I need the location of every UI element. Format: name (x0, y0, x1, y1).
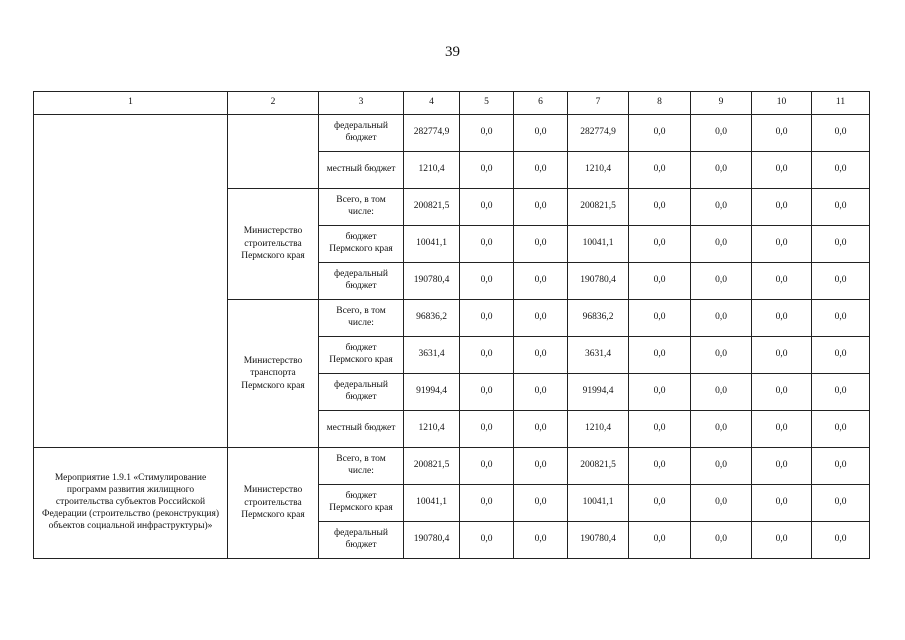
column-number: 11 (812, 92, 870, 115)
funding-source-cell: бюджет Пермского края (319, 485, 404, 522)
value-cell: 0,0 (752, 263, 812, 300)
measure-cell (34, 115, 228, 448)
value-cell: 0,0 (460, 522, 514, 559)
value-cell: 0,0 (460, 115, 514, 152)
value-cell: 0,0 (691, 115, 752, 152)
value-cell: 3631,4 (404, 337, 460, 374)
value-cell: 0,0 (514, 374, 568, 411)
value-cell: 10041,1 (404, 485, 460, 522)
value-cell: 0,0 (812, 300, 870, 337)
value-cell: 0,0 (514, 189, 568, 226)
value-cell: 0,0 (514, 411, 568, 448)
value-cell: 0,0 (514, 226, 568, 263)
value-cell: 91994,4 (404, 374, 460, 411)
value-cell: 0,0 (514, 263, 568, 300)
value-cell: 10041,1 (568, 226, 629, 263)
value-cell: 0,0 (691, 300, 752, 337)
value-cell: 0,0 (752, 189, 812, 226)
value-cell: 200821,5 (404, 189, 460, 226)
value-cell: 91994,4 (568, 374, 629, 411)
value-cell: 282774,9 (568, 115, 629, 152)
value-cell: 0,0 (629, 522, 691, 559)
value-cell: 0,0 (691, 374, 752, 411)
value-cell: 190780,4 (568, 263, 629, 300)
value-cell: 0,0 (514, 115, 568, 152)
value-cell: 0,0 (752, 522, 812, 559)
value-cell: 96836,2 (568, 300, 629, 337)
value-cell: 190780,4 (404, 522, 460, 559)
column-number: 5 (460, 92, 514, 115)
value-cell: 0,0 (629, 485, 691, 522)
funding-source-cell: федеральный бюджет (319, 374, 404, 411)
value-cell: 0,0 (629, 189, 691, 226)
column-number: 9 (691, 92, 752, 115)
value-cell: 0,0 (752, 337, 812, 374)
funding-source-cell: бюджет Пермского края (319, 226, 404, 263)
column-number-row (34, 92, 870, 115)
column-number: 4 (404, 92, 460, 115)
value-cell: 1210,4 (568, 411, 629, 448)
value-cell: 0,0 (460, 337, 514, 374)
value-cell: 0,0 (629, 152, 691, 189)
value-cell: 3631,4 (568, 337, 629, 374)
executor-cell: Министерство транспорта Пермского края (228, 300, 319, 448)
value-cell: 0,0 (812, 448, 870, 485)
value-cell: 0,0 (629, 300, 691, 337)
value-cell: 0,0 (691, 152, 752, 189)
value-cell: 0,0 (752, 448, 812, 485)
value-cell: 0,0 (812, 337, 870, 374)
value-cell: 0,0 (629, 411, 691, 448)
column-number: 10 (752, 92, 812, 115)
column-number: 3 (319, 92, 404, 115)
value-cell: 0,0 (460, 263, 514, 300)
funding-source-cell: Всего, в том числе: (319, 300, 404, 337)
value-cell: 0,0 (514, 152, 568, 189)
value-cell: 0,0 (812, 485, 870, 522)
value-cell: 0,0 (752, 411, 812, 448)
value-cell: 0,0 (812, 189, 870, 226)
value-cell: 0,0 (629, 115, 691, 152)
value-cell: 0,0 (691, 226, 752, 263)
budget-table (33, 91, 870, 559)
value-cell: 0,0 (812, 115, 870, 152)
value-cell: 0,0 (752, 374, 812, 411)
funding-source-cell: федеральный бюджет (319, 522, 404, 559)
value-cell: 200821,5 (404, 448, 460, 485)
value-cell: 190780,4 (568, 522, 629, 559)
funding-source-cell: местный бюджет (319, 411, 404, 448)
funding-source-cell: Всего, в том числе: (319, 189, 404, 226)
value-cell: 282774,9 (404, 115, 460, 152)
value-cell: 10041,1 (568, 485, 629, 522)
value-cell: 190780,4 (404, 263, 460, 300)
column-number: 1 (34, 92, 228, 115)
value-cell: 0,0 (514, 300, 568, 337)
value-cell: 0,0 (812, 522, 870, 559)
value-cell: 0,0 (691, 189, 752, 226)
value-cell: 0,0 (460, 448, 514, 485)
value-cell: 0,0 (460, 300, 514, 337)
value-cell: 0,0 (460, 485, 514, 522)
value-cell: 0,0 (691, 485, 752, 522)
value-cell: 0,0 (691, 337, 752, 374)
column-number: 2 (228, 92, 319, 115)
value-cell: 0,0 (629, 263, 691, 300)
value-cell: 0,0 (460, 152, 514, 189)
funding-source-cell: бюджет Пермского края (319, 337, 404, 374)
value-cell: 0,0 (514, 485, 568, 522)
value-cell: 200821,5 (568, 448, 629, 485)
funding-source-cell: местный бюджет (319, 152, 404, 189)
value-cell: 0,0 (752, 300, 812, 337)
value-cell: 1210,4 (404, 411, 460, 448)
value-cell: 0,0 (812, 263, 870, 300)
value-cell: 0,0 (691, 448, 752, 485)
value-cell: 0,0 (812, 374, 870, 411)
value-cell: 0,0 (460, 226, 514, 263)
table-row (34, 448, 870, 485)
column-number: 8 (629, 92, 691, 115)
value-cell: 1210,4 (568, 152, 629, 189)
funding-source-cell: федеральный бюджет (319, 263, 404, 300)
value-cell: 0,0 (752, 485, 812, 522)
value-cell: 0,0 (460, 374, 514, 411)
executor-cell: Министерство строительства Пермского края (228, 189, 319, 300)
value-cell: 0,0 (812, 411, 870, 448)
value-cell: 0,0 (812, 152, 870, 189)
value-cell: 10041,1 (404, 226, 460, 263)
value-cell: 0,0 (629, 226, 691, 263)
measure-cell: Мероприятие 1.9.1 «Стимулирование программ развития жилищного строительства субъектов Российской Федерации (строительство (реконструкция) объектов социальной инфраструктуры)» (34, 448, 228, 559)
table-row (34, 115, 870, 152)
value-cell: 0,0 (691, 522, 752, 559)
value-cell: 0,0 (629, 337, 691, 374)
value-cell: 1210,4 (404, 152, 460, 189)
value-cell: 0,0 (514, 448, 568, 485)
value-cell: 0,0 (514, 337, 568, 374)
value-cell: 96836,2 (404, 300, 460, 337)
value-cell: 0,0 (460, 189, 514, 226)
value-cell: 0,0 (460, 411, 514, 448)
column-number: 6 (514, 92, 568, 115)
value-cell: 0,0 (514, 522, 568, 559)
value-cell: 0,0 (752, 226, 812, 263)
value-cell: 0,0 (691, 411, 752, 448)
funding-source-cell: Всего, в том числе: (319, 448, 404, 485)
executor-cell: Министерство строительства Пермского края (228, 448, 319, 559)
value-cell: 200821,5 (568, 189, 629, 226)
value-cell: 0,0 (629, 448, 691, 485)
page-number: 39 (445, 44, 460, 60)
value-cell: 0,0 (752, 115, 812, 152)
value-cell: 0,0 (752, 152, 812, 189)
executor-cell (228, 115, 319, 189)
value-cell: 0,0 (691, 263, 752, 300)
value-cell: 0,0 (629, 374, 691, 411)
funding-source-cell: федеральный бюджет (319, 115, 404, 152)
column-number: 7 (568, 92, 629, 115)
value-cell: 0,0 (812, 226, 870, 263)
